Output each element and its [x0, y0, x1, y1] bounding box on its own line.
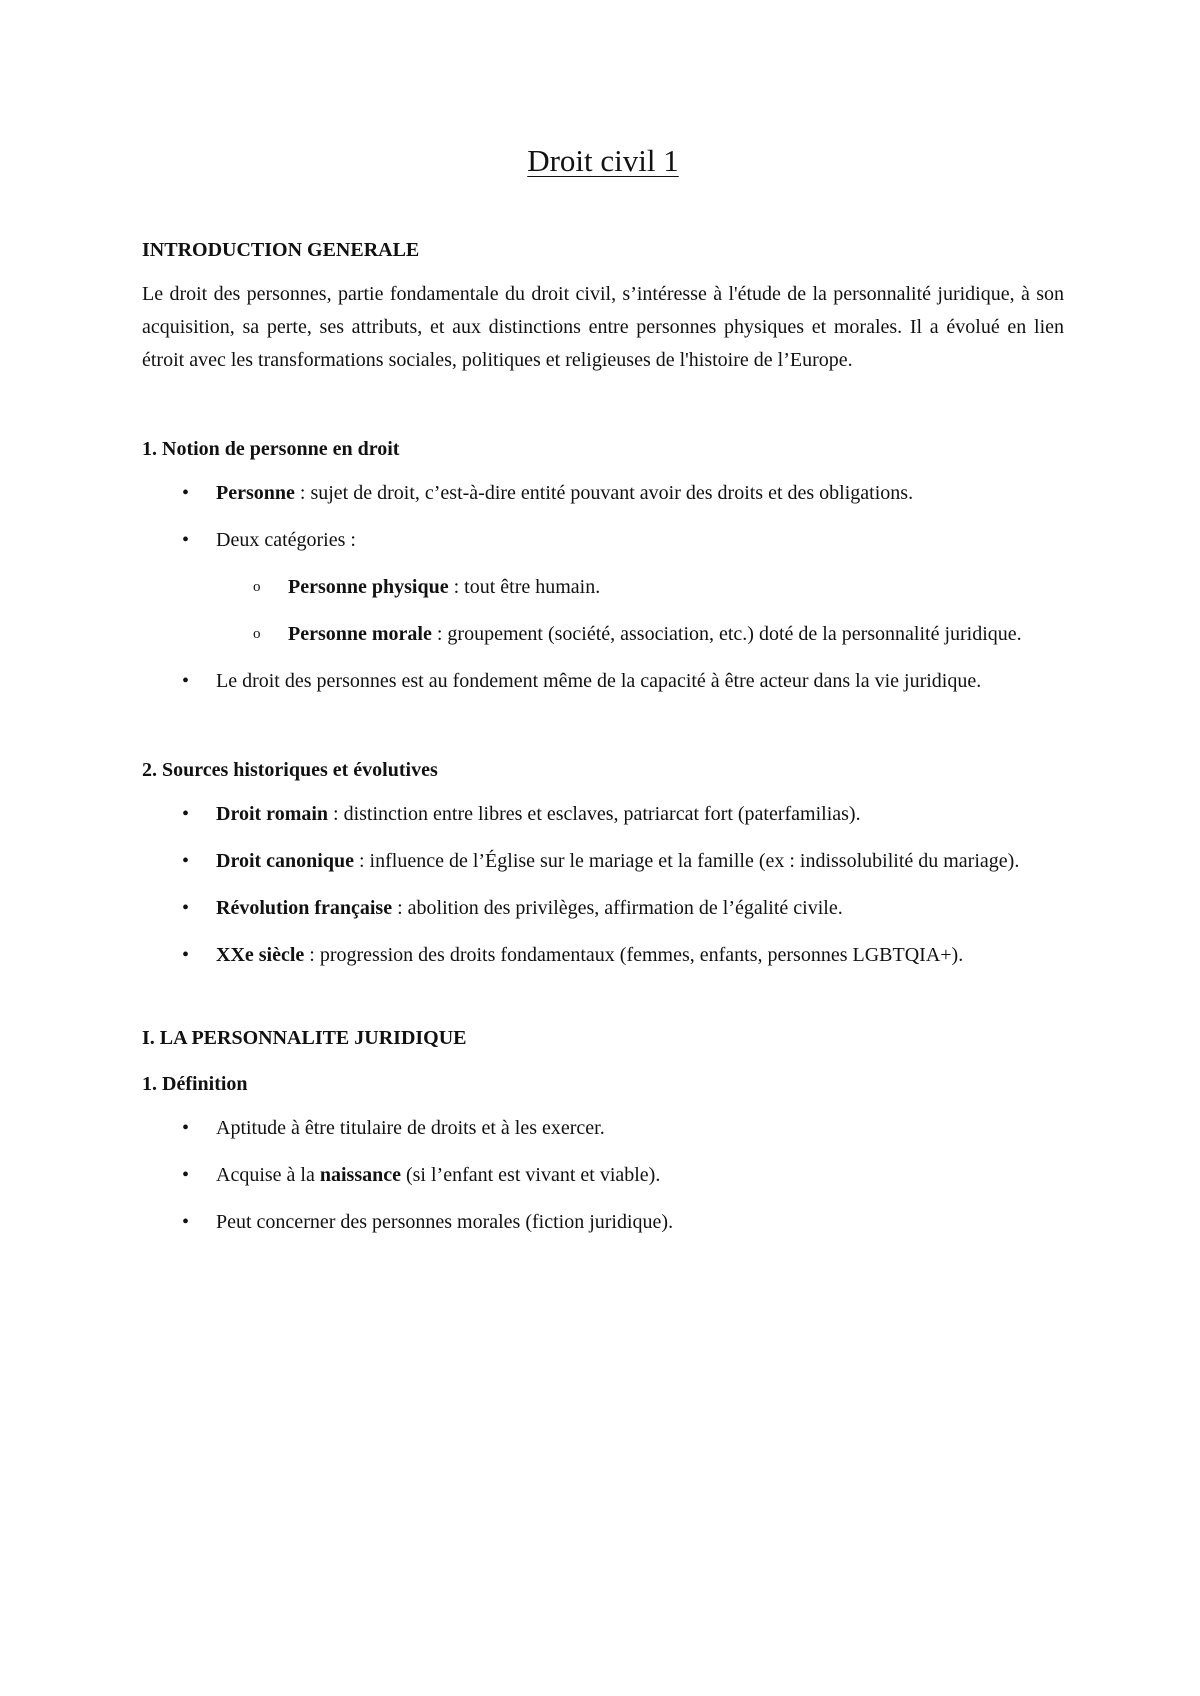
document-title: Droit civil 1 — [527, 143, 679, 178]
definition: : influence de l’Église sur le mariage et la famille (ex : indissolubilité du mariage). — [353, 850, 1020, 872]
bullet-icon: • — [182, 897, 190, 919]
list-item — [142, 892, 1064, 925]
definition: Deux catégories : — [216, 529, 356, 551]
term: Droit canonique — [216, 850, 354, 872]
term: XXe siècle — [216, 944, 305, 966]
list-item — [142, 845, 1064, 878]
section1-sublist — [142, 571, 1064, 651]
document-content — [142, 140, 1064, 1239]
bullet-icon: • — [182, 1117, 190, 1139]
list-item — [142, 665, 1064, 698]
definition: Peut concerner des personnes morales (fiction juridique). — [216, 1211, 674, 1233]
definition: Le droit des personnes est au fondement même de la capacité à être acteur dans la vie juridique. — [216, 670, 982, 692]
term: Personne morale — [288, 623, 432, 645]
bullet-icon: • — [182, 1211, 190, 1233]
term: naissance — [319, 1164, 401, 1186]
definition-start: Acquise à la — [216, 1164, 320, 1186]
list-item — [142, 477, 1064, 510]
definition: : progression des droits fondamentaux (femmes, enfants, personnes LGBTQIA+). — [304, 944, 964, 966]
term: Personne — [216, 482, 295, 504]
definition: : tout être humain. — [448, 576, 601, 598]
definition-end: (si l’enfant est vivant et viable). — [400, 1164, 661, 1186]
term: Droit romain — [216, 803, 329, 825]
bullet-icon: • — [182, 850, 190, 872]
section2-heading: 2. Sources historiques et évolutives — [142, 759, 438, 781]
definition: : distinction entre libres et esclaves, patriarcat fort (paterfamilias). — [328, 803, 861, 825]
section1-heading: 1. Notion de personne en droit — [142, 438, 400, 460]
bullet-icon: • — [182, 482, 190, 504]
partI-heading: I. LA PERSONNALITE JURIDIQUE — [142, 1027, 467, 1049]
section1-list-continued — [142, 665, 1064, 698]
circle-bullet-icon: o — [253, 579, 261, 595]
bullet-icon: • — [182, 670, 190, 692]
definition: : sujet de droit, c’est-à-dire entité pouvant avoir des droits et des obligations. — [294, 482, 914, 504]
partI-subheading: 1. Définition — [142, 1073, 248, 1095]
list-item — [142, 798, 1064, 831]
list-item — [142, 939, 1064, 972]
intro-paragraph: Le droit des personnes, partie fondamentale du droit civil, s’intéresse à l'étude de la personnalité juridique, à son acquisition, sa perte, ses attributs, et aux distinctions entre personnes physiques et morales. Il a évolué en lien étroit avec les transformations sociales, politiques et religieuses de l'histoire de l’Europe. — [142, 283, 1064, 371]
definition: Aptitude à être titulaire de droits et à les exercer. — [216, 1117, 605, 1139]
sub-list-item — [142, 618, 1064, 651]
term: Révolution française — [216, 897, 393, 919]
sub-list-item — [142, 571, 1064, 604]
definition: : abolition des privilèges, affirmation de l’égalité civile. — [392, 897, 843, 919]
circle-bullet-icon: o — [253, 626, 261, 642]
term: Personne physique — [288, 576, 449, 598]
section2-list — [142, 798, 1064, 972]
list-item — [142, 524, 1064, 557]
list-item — [142, 1159, 1064, 1192]
bullet-icon: • — [182, 1164, 190, 1186]
intro-heading: INTRODUCTION GENERALE — [142, 239, 420, 261]
list-item — [142, 1206, 1064, 1239]
bullet-icon: • — [182, 944, 190, 966]
list-item — [142, 1112, 1064, 1145]
section1-list — [142, 477, 1064, 557]
partI-list — [142, 1112, 1064, 1239]
bullet-icon: • — [182, 529, 190, 551]
definition: : groupement (société, association, etc.) doté de la personnalité juridique. — [431, 623, 1022, 645]
bullet-icon: • — [182, 803, 190, 825]
